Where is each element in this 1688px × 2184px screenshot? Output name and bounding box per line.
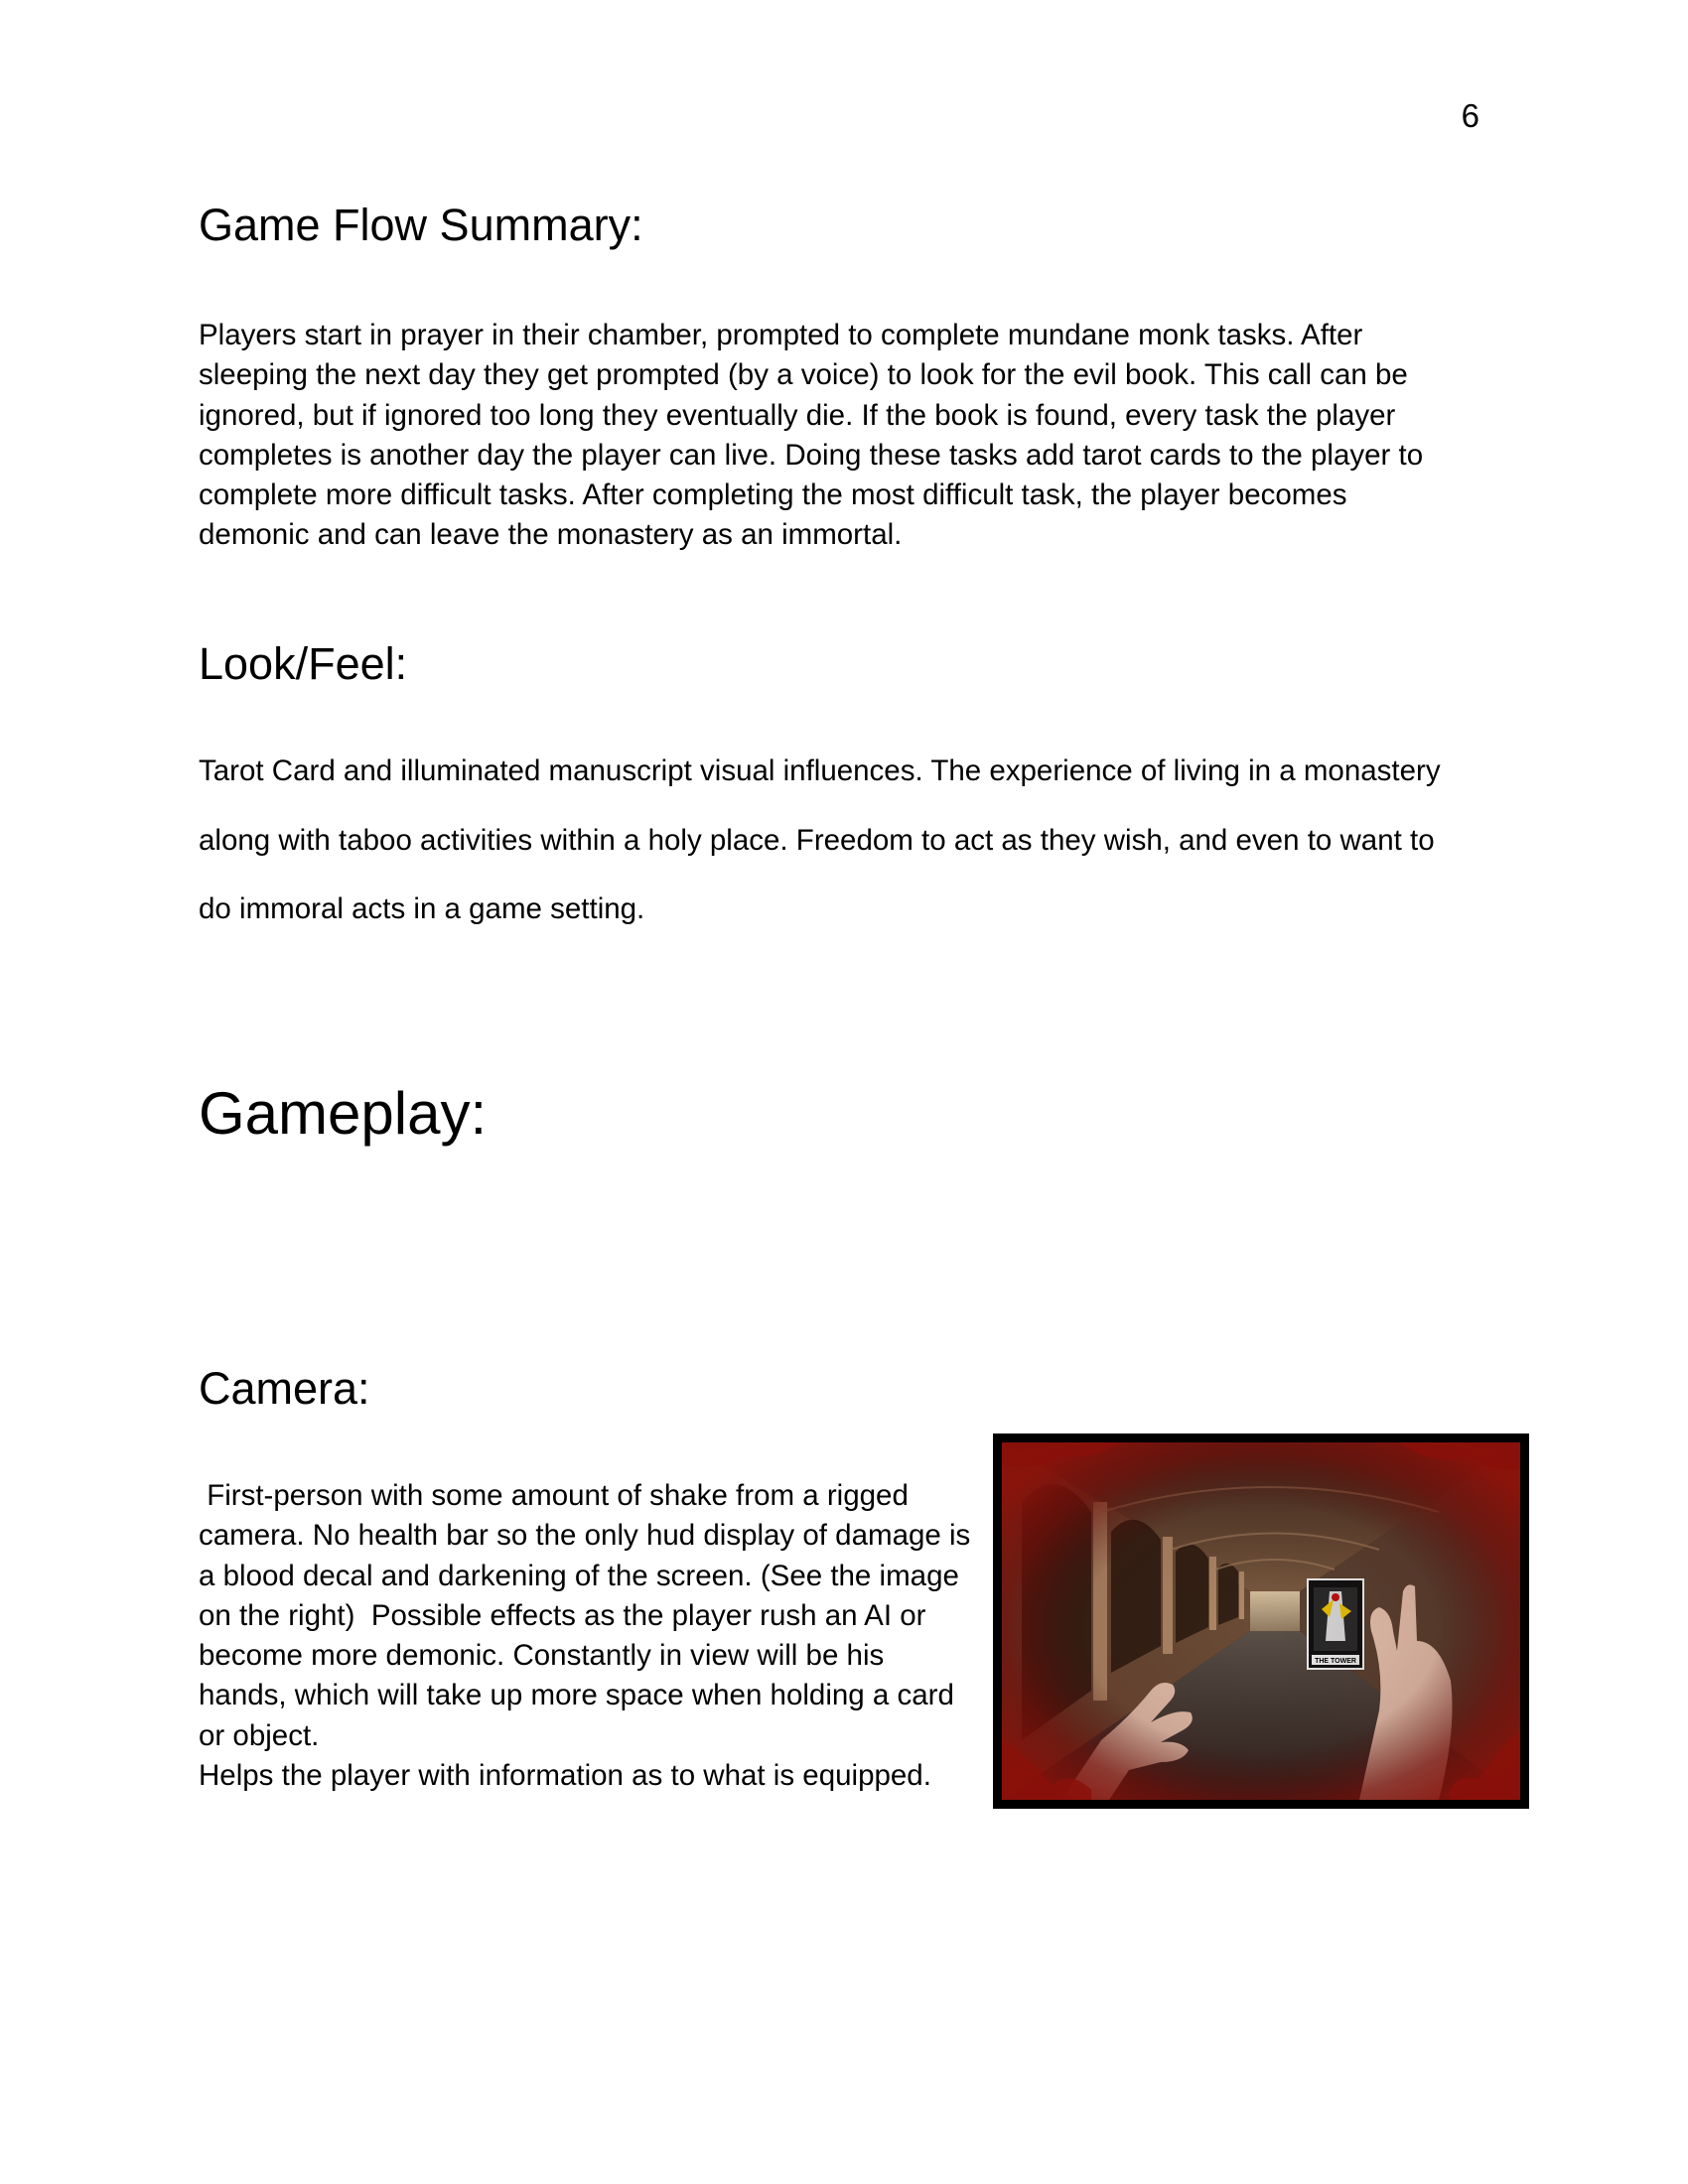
monastery-corridor-image [1002,1442,1520,1800]
paragraph-line: sleeping the next day they get prompted (by a voice) to look for the evil book. This call can be [199,358,1408,392]
paragraph-line: hands, which will take up more space when holding a card [199,1679,954,1712]
paragraph-line: a blood decal and darkening of the screen. (See the image [199,1559,959,1592]
paragraph-line: completes is another day the player can live. Doing these tasks add tarot cards to the player to [199,438,1424,472]
paragraph-line: First-person with some amount of shake from a rigged [199,1479,909,1512]
paragraph-line: along with taboo activities within a holy place. Freedom to act as they wish, and even to want to [199,823,1435,857]
gameplay-heading: Gameplay: [199,1080,488,1147]
game-flow-paragraph [199,316,1489,556]
paragraph-line: demonic and can leave the monastery as an immortal. [199,518,903,552]
camera-paragraph [199,1476,1003,1796]
paragraph-line: ignored, but if ignored too long they eventually die. If the book is found, every task the player [199,398,1396,432]
page-number: 6 [1461,97,1479,134]
blood-decal-vignette [1002,1442,1520,1800]
look-feel-heading: Look/Feel: [199,638,408,689]
paragraph-line: on the right) Possible effects as the player rush an AI or [199,1598,926,1632]
paragraph-line: camera. No health bar so the only hud display of damage is [199,1519,971,1553]
look-feel-paragraph [199,737,1509,944]
paragraph-line: or object. [199,1718,320,1752]
paragraph-line: become more demonic. Constantly in view will be his [199,1639,885,1673]
paragraph-line: Players start in prayer in their chamber, prompted to complete mundane monk tasks. After [199,319,1363,351]
game-flow-heading: Game Flow Summary: [199,200,643,250]
paragraph-line: Tarot Card and illuminated manuscript visual influences. The experience of living in a monastery [199,754,1441,787]
paragraph-line: complete more difficult tasks. After completing the most difficult task, the player becomes [199,478,1347,512]
paragraph-line: do immoral acts in a game setting. [199,892,645,925]
paragraph-line: Helps the player with information as to what is equipped. [199,1759,931,1793]
camera-hud-illustration [993,1433,1529,1809]
camera-heading: Camera: [199,1363,370,1414]
